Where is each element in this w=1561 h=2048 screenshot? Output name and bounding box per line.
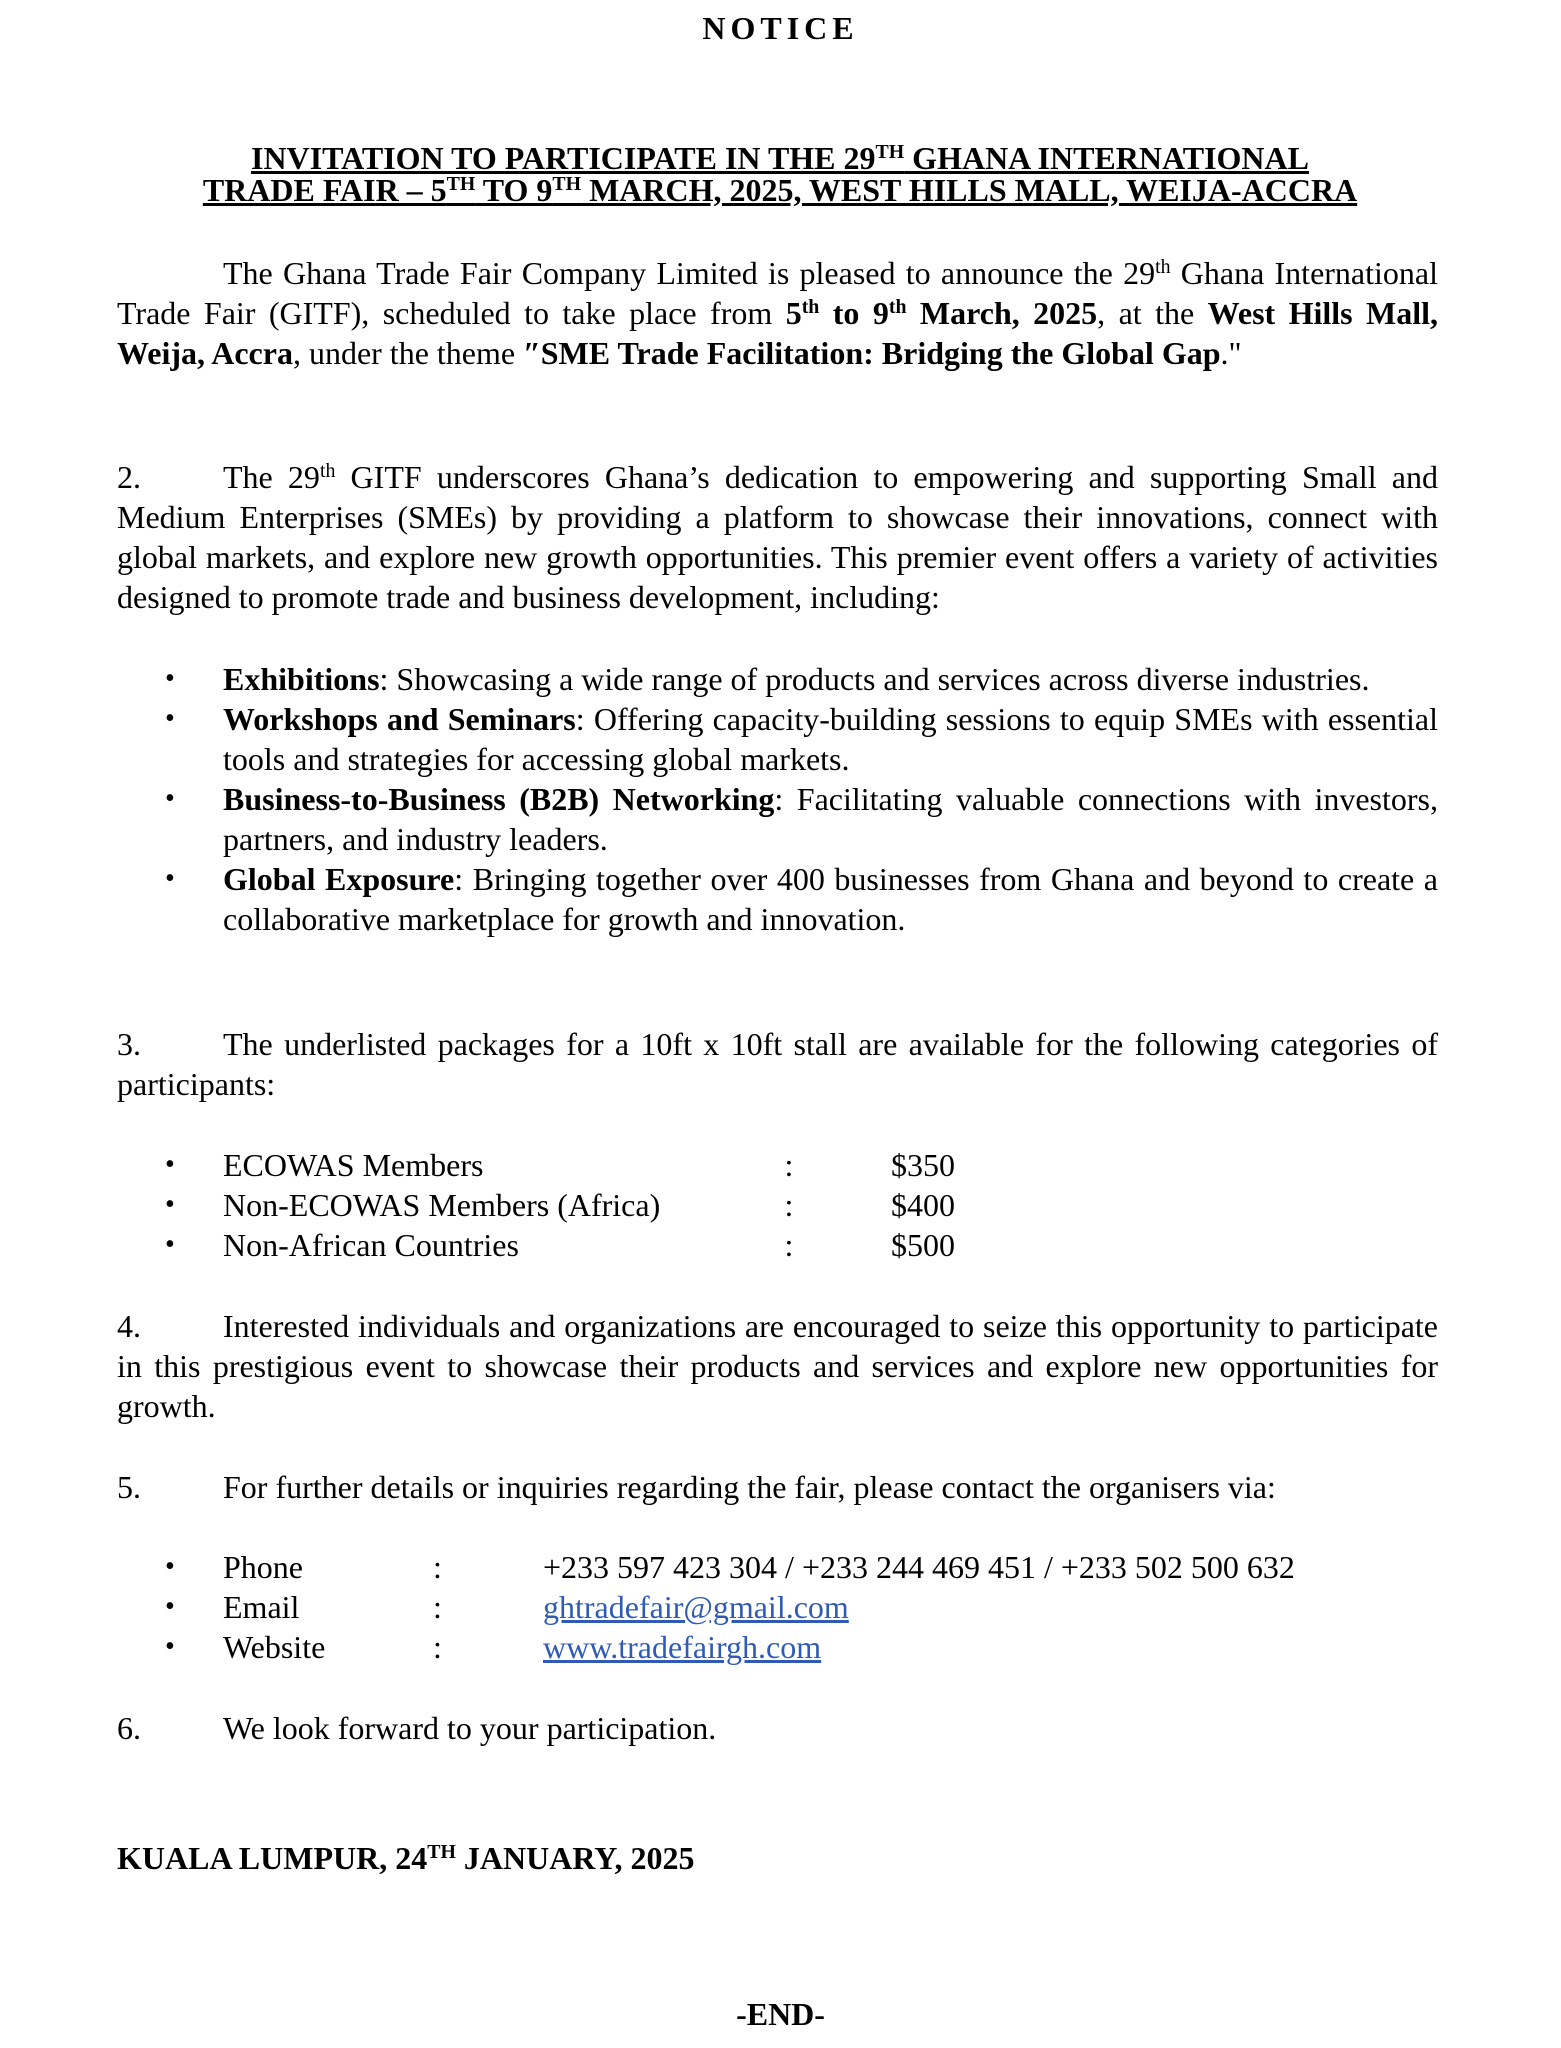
phone-numbers: +233 597 423 304 / +233 244 469 451 / +233 502 500 632: [543, 1549, 1295, 1585]
p1-bold-3: March, 2025: [906, 295, 1098, 331]
p1-text-3: , at the: [1097, 295, 1208, 331]
title-line-1-b: GHANA INTERNATIONAL: [904, 140, 1309, 176]
package-separator: :: [784, 1227, 794, 1263]
email-link[interactable]: ghtradefair@gmail.com: [543, 1589, 849, 1625]
activity-desc: : Bringing together over 400 businesses from Ghana and beyond to create a collaborative marketplace for growth and innovation.: [223, 861, 1439, 937]
p1-bold-4: West Hills Mall, Weija, Accra: [117, 295, 1439, 371]
p6-text: We look forward to your participation.: [223, 1710, 717, 1746]
activity-term: Exhibitions: [223, 661, 380, 697]
package-separator: :: [784, 1187, 794, 1223]
activity-desc: : Showcasing a wide range of products and services across diverse industries.: [379, 661, 1370, 697]
list-item: [117, 779, 1438, 859]
title-line-1-a: INVITATION TO PARTICIPATE IN THE 29: [251, 140, 876, 176]
activity-desc: : Facilitating valuable connections with investors, partners, and industry leaders.: [223, 781, 1438, 857]
contact-label: • Website: [223, 1629, 326, 1665]
p2-text-1: The 29: [223, 459, 320, 495]
signoff-b: JANUARY, 2025: [455, 1840, 695, 1876]
p2-sup: th: [319, 460, 336, 483]
p5-text: For further details or inquiries regarding the fair, please contact the organisers via:: [223, 1469, 1276, 1505]
title-line-2: [117, 174, 1443, 206]
notice-heading: NOTICE: [702, 10, 859, 46]
package-row: [117, 1185, 1438, 1225]
signoff-a: KUALA LUMPUR, 24: [117, 1840, 428, 1876]
p3-number: 3.: [117, 1026, 141, 1062]
activity-desc: : Offering capacity-building sessions to equip SMEs with essential tools and strategies for accessing global markets.: [223, 701, 1439, 777]
end-marker: -END-: [736, 1996, 825, 2032]
list-item: [117, 659, 1438, 699]
p3-text: The underlisted packages for a 10ft x 10ft stall are available for the following categories of participants:: [117, 1026, 1438, 1102]
contact-label: • Phone: [223, 1549, 303, 1585]
p1-text-5: .": [1220, 335, 1242, 371]
package-price: $350: [891, 1147, 955, 1183]
title-line-1-sup: TH: [875, 141, 905, 164]
paragraph-4: [117, 1306, 1438, 1426]
p2-text-2: GITF underscores Ghana’s dedication to empowering and supporting Small and Medium Enterprises (SMEs) by providing a platform to showcase their innovations, connect with global markets, and explore new growth opportunities. This premier event offers a variety of activities designed to promote trade and business development, including:: [117, 459, 1439, 615]
p1-bold-5: ″SME Trade Facilitation: Bridging the Global Gap: [523, 335, 1221, 371]
p1-bold-1: 5: [785, 295, 802, 331]
activity-term: Global Exposure: [223, 861, 455, 897]
title-line-2-sup-2: TH: [552, 173, 582, 196]
p5-number: 5.: [117, 1469, 141, 1505]
contact-row: [117, 1547, 1438, 1587]
activities-list: [117, 659, 1438, 939]
p1-bold-sup-1: th: [801, 296, 820, 319]
p4-number: 4.: [117, 1308, 141, 1344]
activity-term: Workshops and Seminars: [223, 701, 576, 737]
signoff-place-date: [117, 1838, 694, 1878]
list-item: [117, 859, 1438, 939]
activity-term: Business-to-Business (B2B) Networking: [223, 781, 775, 817]
contact-separator: :: [433, 1549, 442, 1585]
package-separator: :: [784, 1147, 794, 1183]
p1-bold-sup-2: th: [888, 296, 907, 319]
p2-number: 2.: [117, 459, 141, 495]
p4-text: Interested individuals and organizations are encouraged to seize this opportunity to participate in this prestigious event to showcase their products and services and explore new opportunities for growth.: [117, 1308, 1438, 1424]
list-item: [117, 699, 1438, 779]
package-row: [117, 1145, 1438, 1185]
website-link[interactable]: www.tradefairgh.com: [543, 1629, 822, 1665]
contact-row: [117, 1627, 1438, 1667]
title-line-2-c: MARCH, 2025, WEST HILLS MALL, WEIJA-ACCRA: [581, 172, 1358, 208]
p1-sup-1: th: [1155, 256, 1171, 279]
title-line-2-sup-1: TH: [446, 173, 476, 196]
title-line-1: [117, 142, 1443, 174]
contacts-list: [117, 1547, 1438, 1667]
p1-text-4: , under the theme: [292, 335, 524, 371]
package-price: $400: [891, 1187, 955, 1223]
package-price: $500: [891, 1227, 955, 1263]
p1-text-1: The Ghana Trade Fair Company Limited is pleased to announce the 29: [223, 255, 1156, 291]
contact-row: [117, 1587, 1438, 1627]
contact-separator: :: [433, 1629, 442, 1665]
p1-bold-2: to 9: [819, 295, 889, 331]
paragraph-2: [117, 457, 1438, 617]
title-line-2-a: TRADE FAIR – 5: [202, 172, 447, 208]
package-row: [117, 1225, 1438, 1265]
paragraph-5: [117, 1467, 1438, 1507]
signoff-sup: TH: [427, 1841, 456, 1864]
package-category: • Non-African Countries: [223, 1227, 519, 1263]
contact-label: • Email: [223, 1589, 300, 1625]
document-title: [117, 142, 1443, 206]
contact-separator: :: [433, 1589, 442, 1625]
package-category: • ECOWAS Members: [223, 1147, 484, 1183]
paragraph-3: [117, 1024, 1438, 1104]
title-line-2-b: TO 9: [475, 172, 553, 208]
paragraph-6: [117, 1708, 1438, 1748]
package-category: • Non-ECOWAS Members (Africa): [223, 1187, 661, 1223]
packages-list: [117, 1145, 1438, 1265]
p6-number: 6.: [117, 1710, 141, 1746]
p1-text-2: Ghana International Trade Fair (GITF), scheduled to take place from: [117, 255, 1439, 331]
paragraph-1: [117, 253, 1438, 373]
